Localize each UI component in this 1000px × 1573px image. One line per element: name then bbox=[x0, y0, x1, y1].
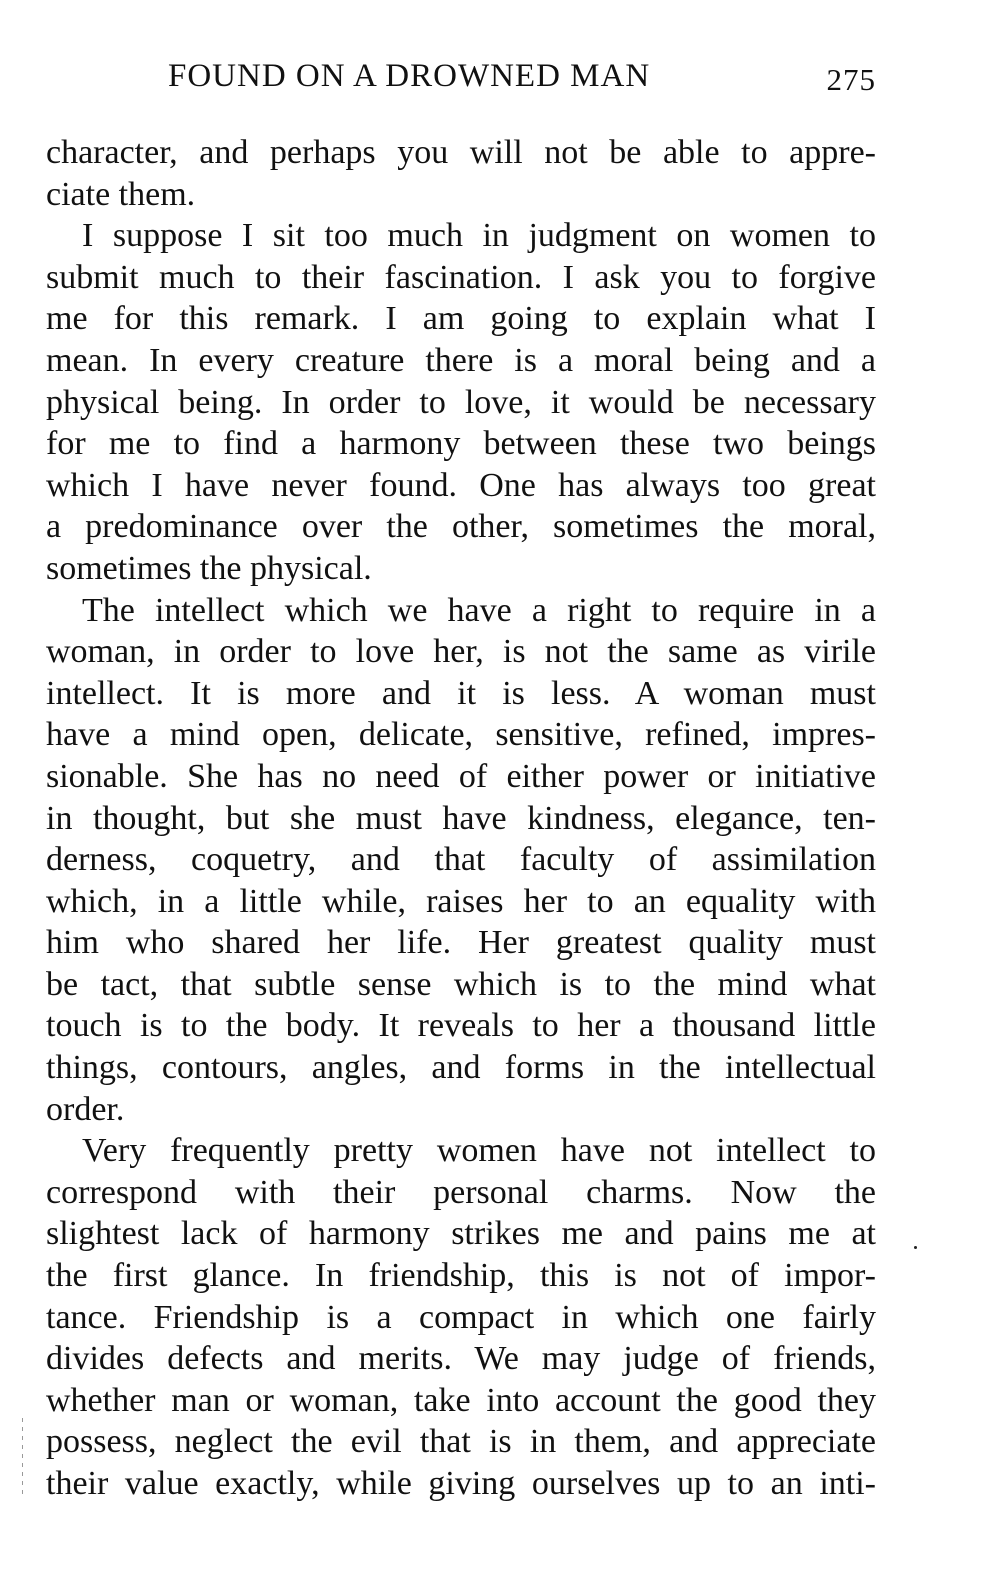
chapter-title: FOUND ON A DROWNED MAN bbox=[168, 58, 651, 94]
text-line: tance. Friendship is a compact in which one fairly bbox=[46, 1298, 876, 1336]
text-line: things, contours, angles, and forms in the intellectual bbox=[46, 1049, 876, 1087]
text-line: the first glance. In friendship, this is not of impor- bbox=[46, 1257, 876, 1295]
text-line: woman, in order to love her, is not the same as virile bbox=[46, 633, 876, 671]
text-line: order. bbox=[46, 1090, 125, 1128]
text-line: whether man or woman, take into account the good they bbox=[46, 1381, 876, 1419]
scan-margin-mark bbox=[22, 1418, 23, 1498]
paragraph-first-line: I suppose I sit too much in judgment on women to bbox=[82, 217, 876, 255]
text-line: character, and perhaps you will not be able to appre- bbox=[46, 134, 876, 171]
text-line: physical being. In order to love, it would be necessary bbox=[46, 383, 876, 421]
page-number: 275 bbox=[826, 62, 876, 97]
paragraph-first-line: Very frequently pretty women have not intellect to bbox=[82, 1132, 876, 1170]
text-line: intellect. It is more and it is less. A woman must bbox=[46, 674, 876, 712]
text-line: ciate them. bbox=[46, 175, 196, 213]
text-line: mean. In every creature there is a moral being and a bbox=[46, 341, 876, 379]
text-line: sionable. She has no need of either power or initiative bbox=[46, 757, 876, 795]
text-line: be tact, that subtle sense which is to the mind what bbox=[46, 965, 876, 1003]
text-line: divides defects and merits. We may judge of friends, bbox=[46, 1340, 876, 1378]
text-line: sometimes the physical. bbox=[46, 549, 372, 587]
text-line: possess, neglect the evil that is in them, and appreciate bbox=[46, 1423, 876, 1461]
ink-speck bbox=[914, 1246, 917, 1249]
text-line: him who shared her life. Her greatest quality must bbox=[46, 924, 876, 962]
paragraph-first-line: The intellect which we have a right to require in a bbox=[82, 591, 876, 629]
text-line: a predominance over the other, sometimes the moral, bbox=[46, 508, 876, 546]
text-line: which I have never found. One has always too great bbox=[46, 466, 876, 504]
text-line: derness, coquetry, and that faculty of assimilation bbox=[46, 841, 876, 879]
text-line: in thought, but she must have kindness, elegance, ten- bbox=[46, 799, 876, 837]
text-line: touch is to the body. It reveals to her a thousand little bbox=[46, 1007, 876, 1045]
text-line: have a mind open, delicate, sensitive, refined, impres- bbox=[46, 716, 876, 754]
text-line: for me to find a harmony between these two beings bbox=[46, 425, 876, 463]
text-line: which, in a little while, raises her to an equality with bbox=[46, 882, 876, 920]
text-line: their value exactly, while giving ourselves up to an inti- bbox=[46, 1465, 876, 1502]
text-line: me for this remark. I am going to explain what I bbox=[46, 300, 876, 338]
running-head bbox=[46, 58, 876, 108]
text-line: correspond with their personal charms. Now the bbox=[46, 1173, 876, 1211]
text-line: slightest lack of harmony strikes me and pains me at bbox=[46, 1215, 876, 1253]
body-text bbox=[46, 132, 876, 1505]
text-line: submit much to their fascination. I ask you to forgive bbox=[46, 258, 876, 296]
